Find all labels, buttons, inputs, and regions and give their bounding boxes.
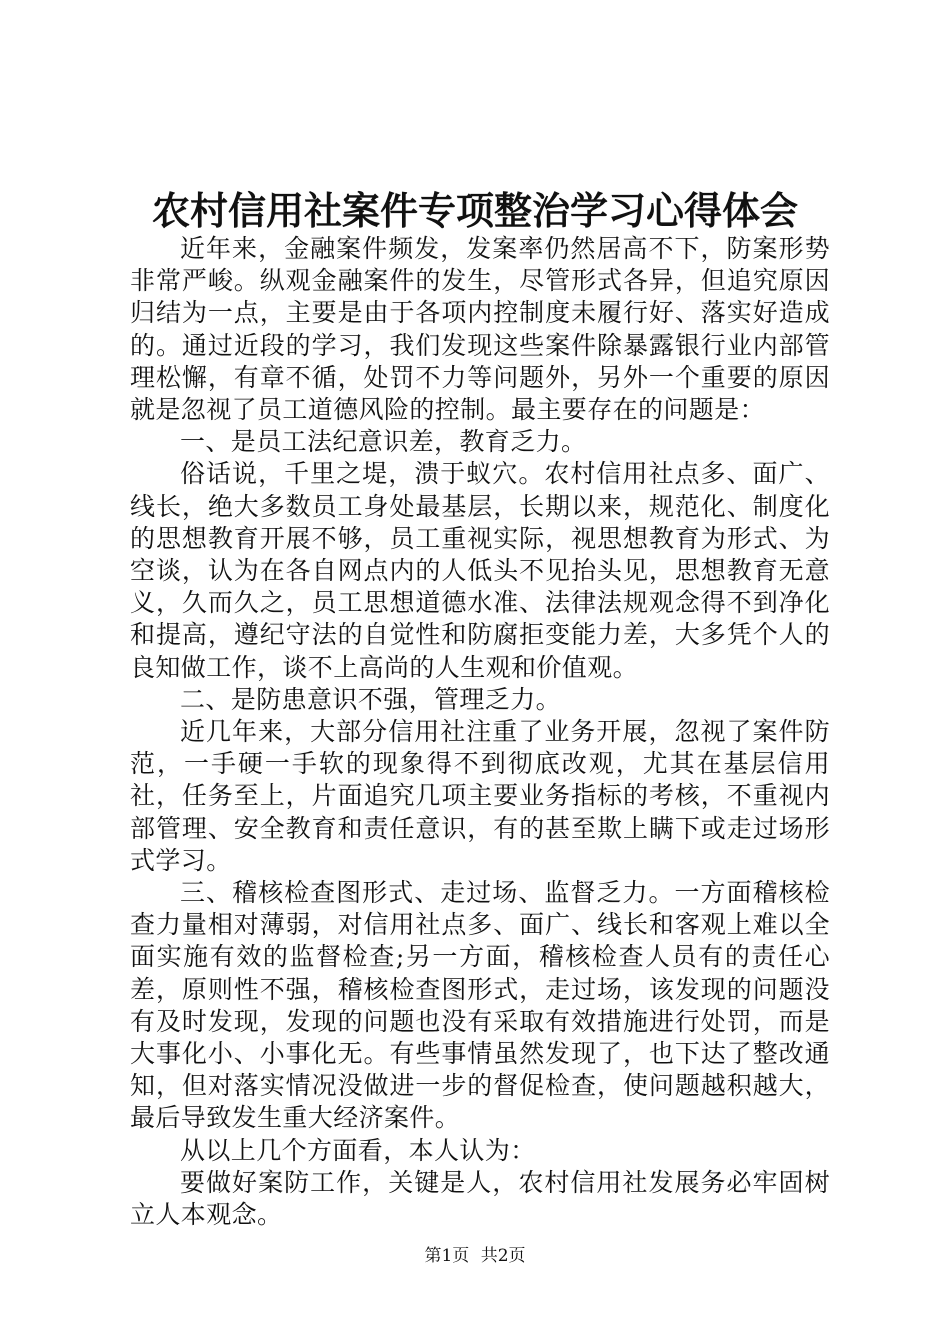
page-footer (0, 1244, 950, 1268)
paragraph-body-2: 近几年来，大部分信用社注重了业务开展，忽视了案件防范，一手硬一手软的现象得不到彻底改观，尤其在基层信用社，任务至上，片面追究几项主要业务指标的考核，不重视内部管理、安全教育和责任意识，有的甚至欺上瞒下或走过场形式学习。 (130, 717, 830, 875)
page-number: 第1页 (424, 1246, 470, 1266)
paragraph-heading-2: 二、是防患意识不强，管理乏力。 (180, 684, 562, 714)
page-total: 共2页 (480, 1246, 526, 1266)
paragraph-body-1: 俗话说，千里之堤，溃于蚁穴。农村信用社点多、面广、线长，绝大多数员工身处最基层，长期以来，规范化、制度化的思想教育开展不够，员工重视实际，视思想教育为形式、为空谈，认为在各自网点内的人低头不见抬头见，思想教育无意义，久而久之，员工思想道德水准、法律法规观念得不到净化和提高，遵纪守法的自觉性和防腐拒变能力差，大多凭个人的良知做工作，谈不上高尚的人生观和价值观。 (130, 459, 830, 682)
paragraph-heading-3: 三、稽核检查图形式、走过场、监督乏力。一方面稽核检查力量相对薄弱，对信用社点多、面广、线长和客观上难以全面实施有效的监督检查;另一方面，稽核检查人员有的责任心差，原则性不强，稽核检查图形式，走过场，该发现的问题没有及时发现，发现的问题也没有采取有效措施进行处罚，而是大事化小、小事化无。有些事情虽然发现了，也下达了整改通知，但对落实情况没做进一步的督促检查，使问题越积越大，最后导致发生重大经济案件。 (130, 878, 830, 1133)
paragraph-conclusion: 要做好案防工作，关键是人，农村信用社发展务必牢固树立人本观念。 (130, 1167, 830, 1230)
document-body (130, 233, 830, 1231)
paragraph-conclusion-lead: 从以上几个方面看，本人认为： (180, 1135, 536, 1165)
document-title: 农村信用社案件专项整治学习心得体会 (151, 188, 798, 233)
paragraph-intro: 近年来，金融案件频发，发案率仍然居高不下，防案形势非常严峻。纵观金融案件的发生，尽管形式各异，但追究原因归结为一点，主要是由于各项内控制度未履行好、落实好造成的。通过近段的学习，我们发现这些案件除暴露银行业内部管理松懈，有章不循，处罚不力等问题外，另外一个重要的原因就是忽视了员工道德风险的控制。最主要存在的问题是： (130, 234, 830, 425)
paragraph-heading-1: 一、是员工法纪意识差，教育乏力。 (180, 427, 587, 457)
